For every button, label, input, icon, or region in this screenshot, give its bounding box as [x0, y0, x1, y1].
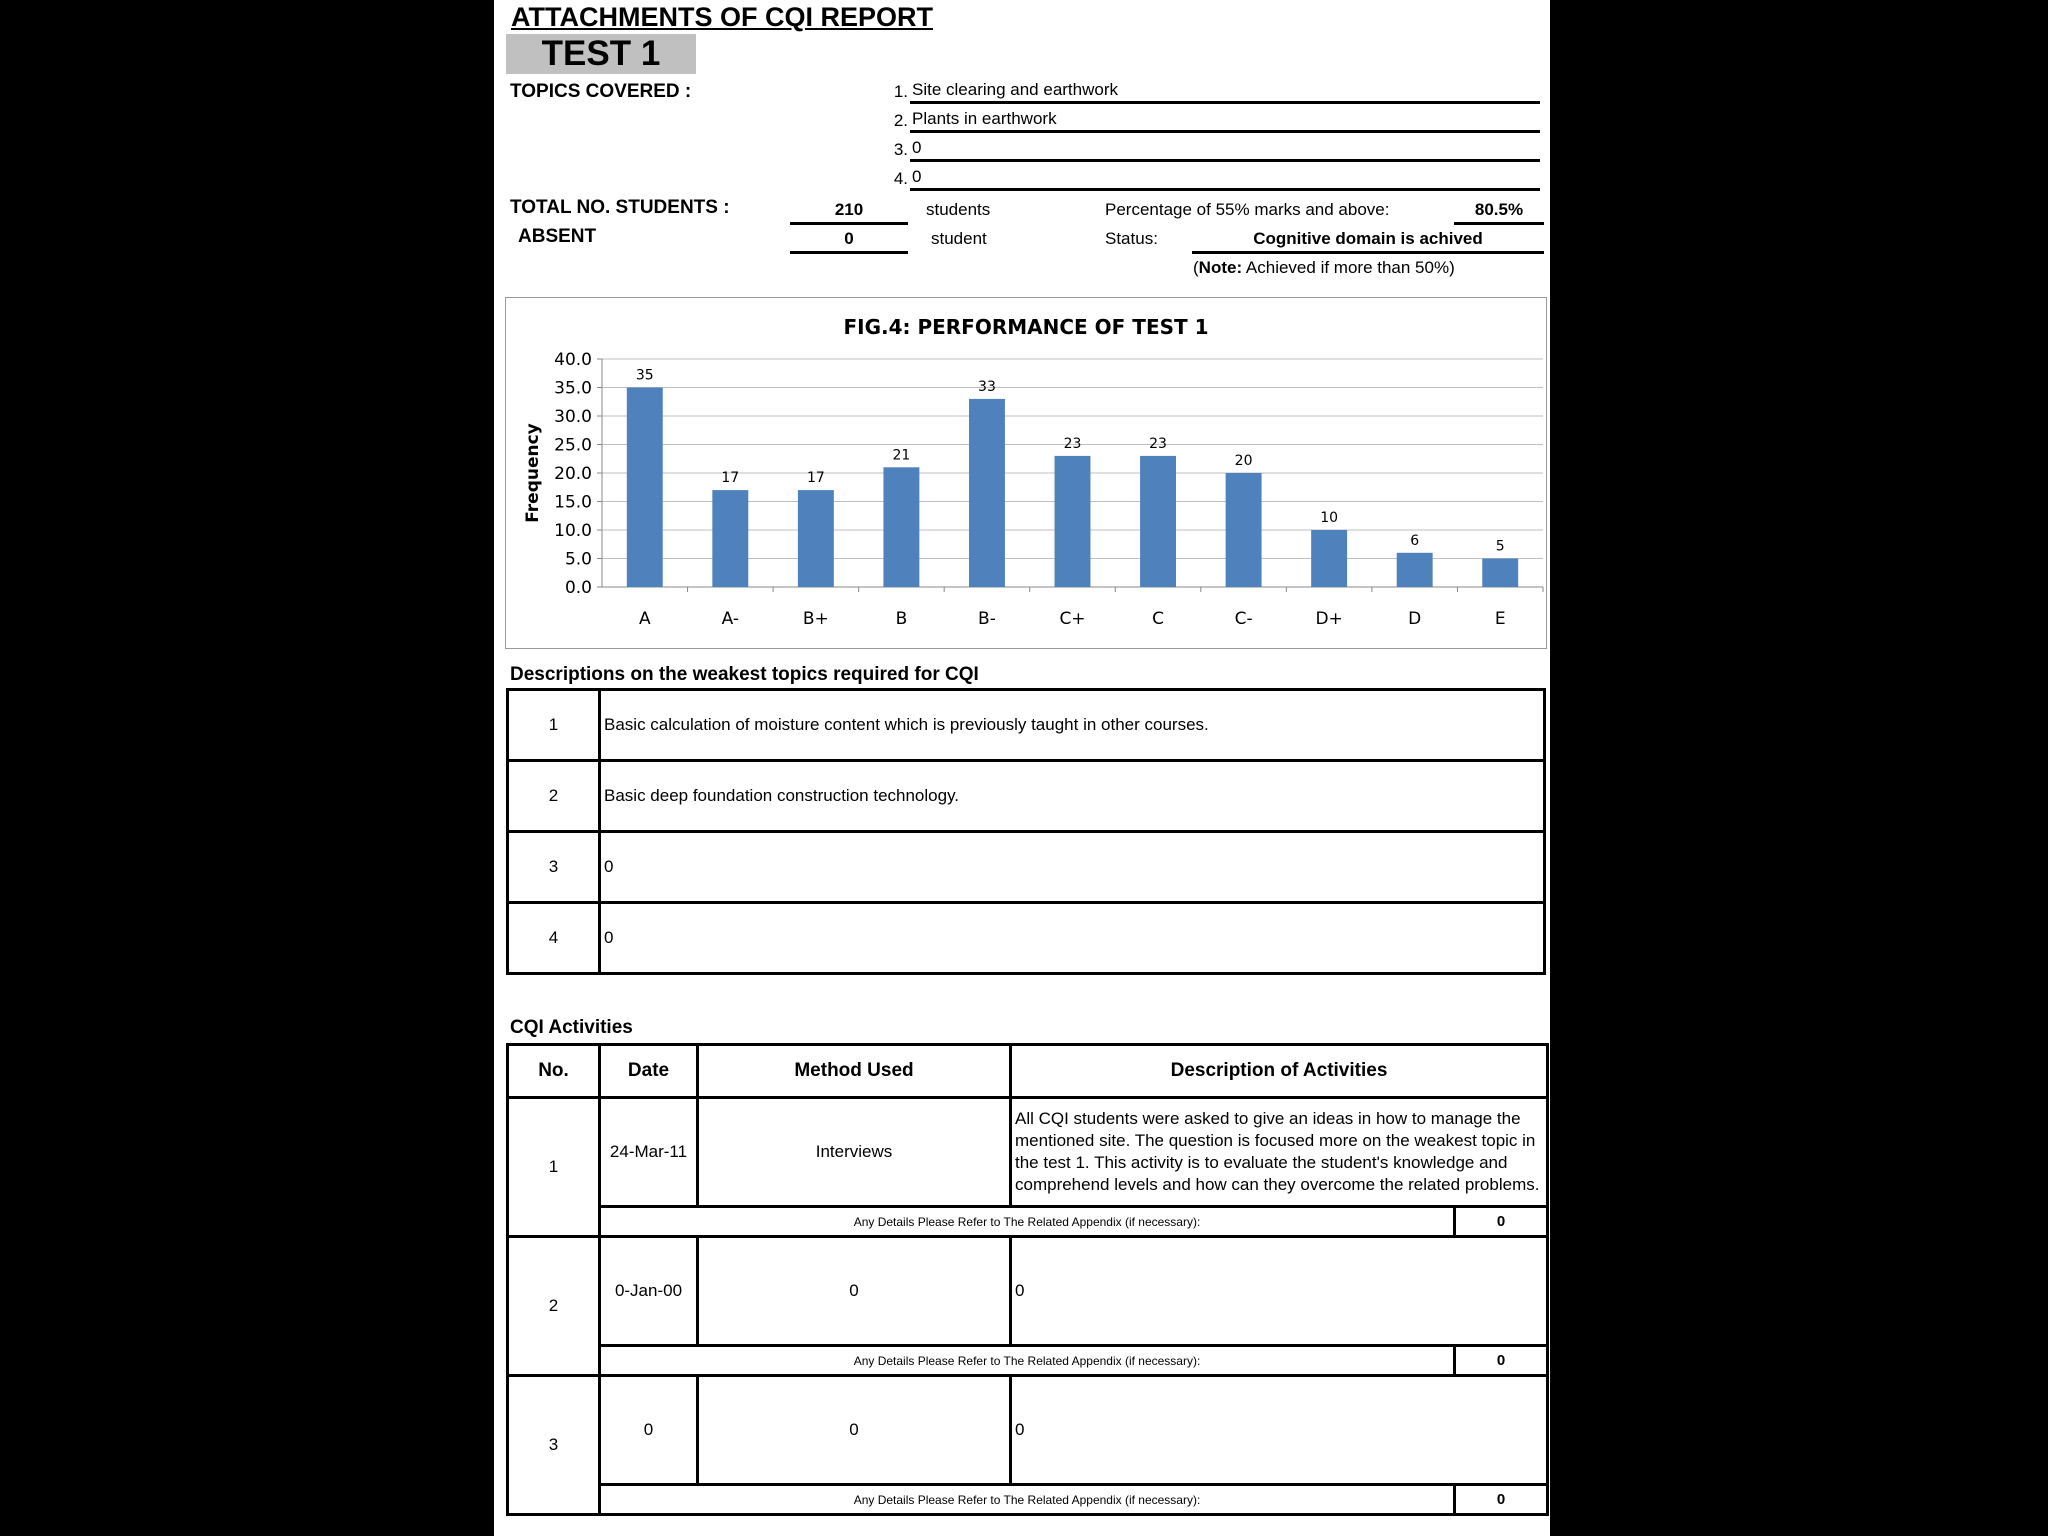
activity-description: 0 — [1011, 1376, 1548, 1485]
table-row — [508, 1346, 1548, 1376]
chart-title: FIG.4: PERFORMANCE OF TEST 1 — [843, 315, 1209, 339]
topic-number: 1. — [893, 82, 908, 101]
col-header-method: Method Used — [698, 1045, 1011, 1098]
data-label: 23 — [1149, 435, 1167, 452]
y-tick-label: 25.0 — [554, 435, 592, 456]
y-tick-label: 0.0 — [564, 578, 592, 598]
absent-label: ABSENT — [518, 226, 597, 247]
note-open: ( — [1193, 258, 1199, 277]
weakest-topics-heading: Descriptions on the weakest topics required for CQI — [510, 664, 979, 685]
data-label: 35 — [635, 367, 654, 384]
appendix-reference-value: 0 — [1455, 1207, 1548, 1237]
y-axis-label: Frequency — [523, 423, 543, 523]
col-header-date: Date — [600, 1045, 698, 1098]
y-tick-label: 15.0 — [554, 492, 592, 513]
note-bold: Note: — [1198, 258, 1243, 277]
weak-description: 0 — [600, 832, 1545, 903]
weak-description: Basic calculation of moisture content which is previously taught in other courses. — [600, 690, 1545, 761]
bar — [1055, 456, 1091, 587]
topic-row — [886, 163, 1540, 191]
y-tick-label: 5.0 — [564, 549, 592, 570]
x-tick-label: D+ — [1315, 609, 1343, 629]
bar — [1140, 456, 1176, 587]
table-row — [508, 832, 1545, 903]
status-value: Cognitive domain is achived — [1192, 229, 1544, 254]
bar — [798, 490, 834, 587]
report-title: ATTACHMENTS OF CQI REPORT — [511, 2, 933, 32]
report-page — [494, 0, 1550, 1536]
topics-covered-label: TOPICS COVERED : — [510, 81, 692, 102]
weak-number: 2 — [508, 761, 600, 832]
note-text: Achieved if more than 50%) — [1242, 258, 1455, 277]
bar — [969, 399, 1005, 587]
table-row — [508, 761, 1545, 832]
activity-date: 24-Mar-11 — [600, 1098, 698, 1207]
activity-number: 3 — [508, 1376, 600, 1515]
absent-value: 0 — [790, 229, 908, 254]
activity-date: 0-Jan-00 — [600, 1237, 698, 1346]
cqi-activities-heading: CQI Activities — [510, 1017, 633, 1038]
weak-number: 3 — [508, 832, 600, 903]
percentage-value: 80.5% — [1454, 200, 1544, 225]
topic-row — [886, 76, 1540, 104]
topic-text: 0 — [910, 167, 1540, 191]
data-label: 23 — [1063, 435, 1082, 452]
col-header-description: Description of Activities — [1011, 1045, 1548, 1098]
absent-unit: student — [931, 229, 987, 248]
table-row — [508, 903, 1545, 974]
topic-number: 3. — [893, 140, 908, 159]
total-students-unit: students — [926, 200, 991, 219]
data-label: 10 — [1320, 510, 1339, 526]
percentage-label: Percentage of 55% marks and above: — [1105, 200, 1390, 219]
weak-number: 1 — [508, 690, 600, 761]
appendix-reference-value: 0 — [1455, 1346, 1548, 1376]
test-label: TEST 1 — [506, 34, 696, 74]
x-tick-label: B — [895, 609, 908, 629]
x-tick-label: C — [1152, 609, 1164, 629]
data-label: 20 — [1234, 453, 1253, 469]
x-tick-label: C+ — [1059, 609, 1086, 629]
data-label: 17 — [721, 470, 740, 487]
topic-text: Site clearing and earthwork — [910, 80, 1540, 104]
activity-description: 0 — [1011, 1237, 1548, 1346]
table-row — [508, 1207, 1548, 1237]
activity-method: Interviews — [698, 1098, 1011, 1207]
x-tick-label: D — [1408, 609, 1422, 629]
bar — [1397, 553, 1433, 587]
y-tick-label: 10.0 — [554, 521, 592, 541]
performance-chart — [505, 297, 1547, 649]
activity-date: 0 — [600, 1376, 698, 1485]
y-tick-label: 20.0 — [554, 464, 592, 484]
x-tick-label: B+ — [802, 609, 829, 629]
y-tick-label: 30.0 — [554, 407, 592, 427]
table-row — [508, 1098, 1548, 1207]
x-tick-label: B- — [978, 609, 996, 629]
data-label: 21 — [892, 447, 911, 464]
data-label: 5 — [1495, 538, 1505, 555]
x-tick-label: A — [638, 609, 651, 629]
y-tick-label: 40.0 — [554, 350, 592, 370]
bar — [712, 490, 748, 587]
chart-svg — [506, 298, 1546, 648]
weak-description: Basic deep foundation construction technology. — [600, 761, 1545, 832]
topic-text: 0 — [910, 138, 1540, 162]
bar — [1482, 559, 1518, 588]
bar — [627, 388, 663, 588]
bar — [1226, 473, 1262, 587]
x-tick-label: A- — [721, 609, 740, 629]
topic-row — [886, 105, 1540, 133]
appendix-reference-label: Any Details Please Refer to The Related Appendix (if necessary): — [600, 1207, 1455, 1237]
topic-row — [886, 134, 1540, 162]
activity-number: 1 — [508, 1098, 600, 1237]
table-row — [508, 690, 1545, 761]
appendix-reference-value: 0 — [1455, 1485, 1548, 1515]
table-row — [508, 1237, 1548, 1346]
weak-number: 4 — [508, 903, 600, 974]
status-label: Status: — [1105, 229, 1158, 248]
activity-method: 0 — [698, 1237, 1011, 1346]
activity-method: 0 — [698, 1376, 1011, 1485]
data-label: 33 — [978, 378, 996, 395]
bar — [1311, 530, 1347, 587]
col-header-no: No. — [508, 1045, 600, 1098]
topic-text: Plants in earthwork — [910, 109, 1540, 133]
cqi-activities-table — [506, 1043, 1549, 1516]
table-header-row — [508, 1045, 1548, 1098]
status-note — [1193, 258, 1455, 278]
appendix-reference-label: Any Details Please Refer to The Related Appendix (if necessary): — [600, 1485, 1455, 1515]
data-label: 6 — [1410, 532, 1420, 549]
y-tick-label: 35.0 — [554, 378, 592, 399]
x-tick-label: E — [1494, 609, 1506, 629]
activity-number: 2 — [508, 1237, 600, 1376]
data-label: 17 — [806, 470, 825, 487]
activity-description: All CQI students were asked to give an ideas in how to manage the mentioned site. The question is focused more on the weakest topic in the test 1. This activity is to evaluate the student's knowledge and comprehend levels and how can they overcome the related problems. — [1011, 1098, 1548, 1207]
total-students-label: TOTAL NO. STUDENTS : — [510, 197, 730, 218]
topic-number: 2. — [893, 111, 908, 130]
table-row — [508, 1485, 1548, 1515]
appendix-reference-label: Any Details Please Refer to The Related Appendix (if necessary): — [600, 1346, 1455, 1376]
total-students-value: 210 — [790, 200, 908, 225]
table-row — [508, 1376, 1548, 1485]
weak-description: 0 — [600, 903, 1545, 974]
topic-number: 4. — [893, 169, 908, 188]
bar — [883, 467, 919, 587]
x-tick-label: C- — [1234, 609, 1253, 629]
weakest-topics-table — [506, 688, 1546, 975]
